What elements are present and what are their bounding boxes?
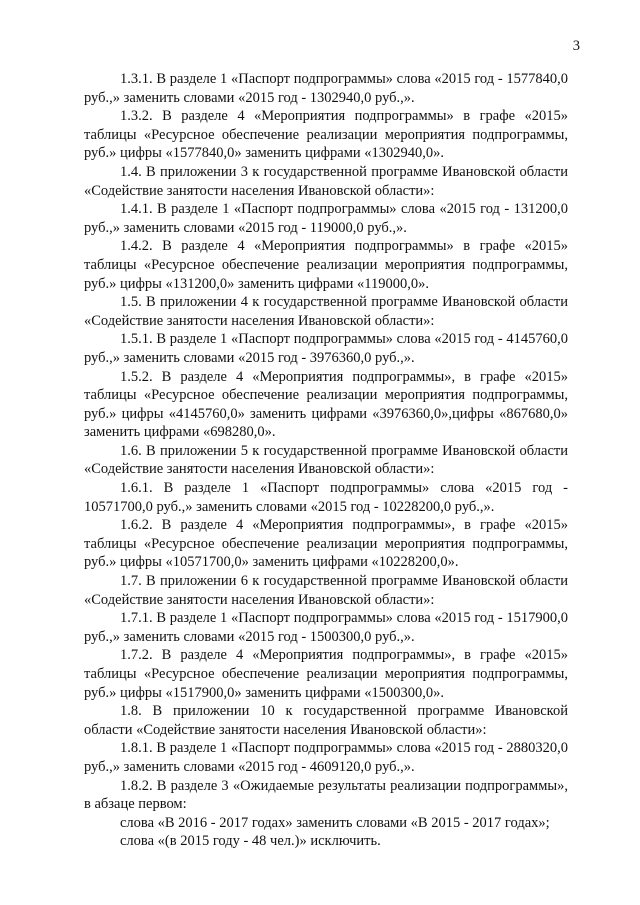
paragraph-1-7-2: 1.7.2. В разделе 4 «Мероприятия подпрограммы», в графе «2015» таблицы «Ресурсное обеспечение реализации мероприятия подпрограммы, руб.» цифры «1517900,0» заменить цифрами «1500300,0». (84, 647, 568, 701)
paragraph-1-5-2: 1.5.2. В разделе 4 «Мероприятия подпрограммы», в графе «2015» таблицы «Ресурсное обеспечение реализации мероприятия подпрограммы, руб.» цифры «4145760,0» заменить цифрами «3976360,0»,цифры «867680,0» заменить цифрами «698280,0». (84, 368, 568, 441)
paragraph-1-8-1: 1.8.1. В разделе 1 «Паспорт подпрограммы» слова «2015 год - 2880320,0 руб.,» заменить словами «2015 год - 4609120,0 руб.,». (84, 740, 568, 775)
paragraph-1-6-1: 1.6.1. В разделе 1 «Паспорт подпрограммы» слова «2015 год - 10571700,0 руб.,» заменить словами «2015 год - 10228200,0 руб.,». (84, 480, 568, 515)
paragraph-1-6-2: 1.6.2. В разделе 4 «Мероприятия подпрограммы», в графе «2015» таблицы «Ресурсное обеспечение реализации мероприятия подпрограммы, руб.» цифры «10571700,0» заменить цифрами «10228200,0». (84, 517, 568, 571)
document-body (84, 70, 568, 851)
paragraph-1-6: 1.6. В приложении 5 к государственной программе Ивановской области «Содействие занятости населения Ивановской области»: (84, 442, 568, 478)
paragraph-1-8-2: 1.8.2. В разделе 3 «Ожидаемые результаты реализации подпрограммы», в абзаце первом: (84, 777, 568, 813)
paragraph-1-7: 1.7. В приложении 6 к государственной программе Ивановской области «Содействие занятости населения Ивановской области»: (84, 573, 568, 608)
paragraph-1-4-2: 1.4.2. В разделе 4 «Мероприятия подпрограммы» в графе «2015» таблицы «Ресурсное обеспечение реализации мероприятия подпрограммы, руб.» цифры «131200,0» заменить цифрами «119000,0». (84, 238, 568, 292)
paragraph-1-5-1: 1.5.1. В разделе 1 «Паспорт подпрограммы» слова «2015 год - 4145760,0 руб.,» заменить словами «2015 год - 3976360,0 руб.,». (84, 331, 568, 366)
paragraph-delete-words: слова «(в 2015 году - 48 чел.)» исключить. (120, 833, 381, 850)
paragraph-1-5: 1.5. В приложении 4 к государственной программе Ивановской области «Содействие занятости населения Ивановской области»: (84, 294, 568, 329)
paragraph-1-3-1: 1.3.1. В разделе 1 «Паспорт подпрограммы» слова «2015 год - 1577840,0 руб.,» заменить словами «2015 год - 1302940,0 руб.,». (84, 71, 568, 106)
paragraph-1-4-1: 1.4.1. В разделе 1 «Паспорт подпрограммы» слова «2015 год - 131200,0 руб.,» заменить словами «2015 год - 119000,0 руб.,». (84, 201, 568, 236)
paragraph-1-7-1: 1.7.1. В разделе 1 «Паспорт подпрограммы» слова «2015 год - 1517900,0 руб.,» заменить словами «2015 год - 1500300,0 руб.,». (84, 610, 568, 645)
paragraph-replace-words: слова «В 2016 - 2017 годах» заменить словами «В 2015 - 2017 годах»; (120, 814, 550, 831)
page-number: 3 (572, 38, 580, 54)
paragraph-1-3-2: 1.3.2. В разделе 4 «Мероприятия подпрограммы» в графе «2015» таблицы «Ресурсное обеспечение реализации мероприятия подпрограммы, руб.» цифры «1577840,0» заменить цифрами «1302940,0». (84, 108, 568, 162)
paragraph-1-8: 1.8. В приложении 10 к государственной программе Ивановской области «Содействие занятости населения Ивановской области»: (84, 703, 568, 738)
paragraph-1-4: 1.4. В приложении 3 к государственной программе Ивановской области «Содействие занятости населения Ивановской области»: (84, 163, 568, 199)
